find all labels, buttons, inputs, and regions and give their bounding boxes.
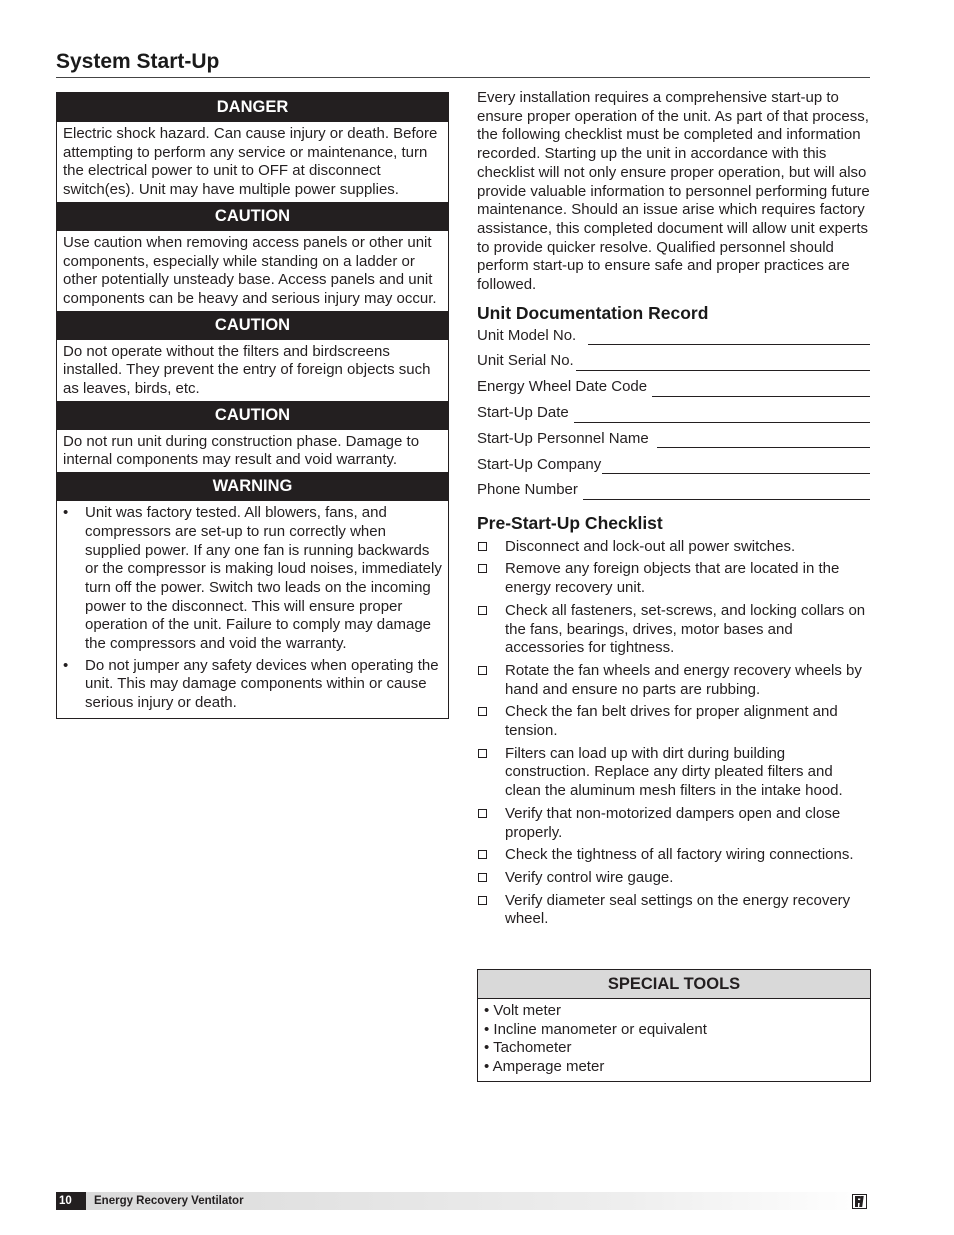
notice-body: Do not operate without the filters and birdscreens installed. They prevent the entry of foreign objects such as leaves, birds, etc. — [63, 342, 431, 398]
record-label: Start-Up Date — [477, 403, 569, 421]
checklist-item-text: Check the tightness of all factory wiring connections. — [505, 846, 854, 864]
record-field[interactable] — [477, 371, 870, 397]
record-label: Phone Number — [477, 481, 578, 499]
notice-body: Use caution when removing access panels or other unit components, especially while standing on a ladder or other potentially unsteady base. Access panels and unit components can be heavy and serious injury may occur. — [63, 233, 437, 307]
record-field[interactable] — [477, 397, 870, 423]
list-item-text: Unit was factory tested. All blowers, fans, and compressors are set-up to run correctly when supplied power. If any one fan is running backwards or the compressor is making loud noises, immediately turn off the power. Switch two leads on the incoming power to the disconnect. This will ensure proper operation of the unit. Failure to comply may damage the compressors and void the warranty. — [85, 504, 442, 653]
notice-body: Electric shock hazard. Can cause injury or death. Before attempting to perform any service or maintenance, turn the electrical power to unit to OFF at disconnect switch(es). Unit may have multiple power supplies. — [63, 125, 438, 199]
checklist-item-text: Check the fan belt drives for proper alignment and tension. — [505, 703, 838, 740]
record-input-line[interactable] — [657, 433, 870, 448]
checklist-item — [477, 560, 870, 597]
checklist-item — [477, 745, 870, 801]
list-item: • Volt meter — [484, 1002, 561, 1019]
checkbox[interactable] — [478, 873, 487, 882]
checklist-item — [477, 892, 870, 929]
checkbox[interactable] — [478, 707, 487, 716]
checklist-item-text: Rotate the fan wheels and energy recovery wheels by hand and ensure no parts are rubbing. — [505, 661, 862, 698]
record-field[interactable] — [477, 423, 870, 449]
list-item: • Incline manometer or equivalent — [484, 1020, 707, 1038]
safety-notices — [56, 92, 449, 719]
checkbox[interactable] — [478, 896, 487, 905]
checklist-item-text: Verify diameter seal settings on the energy recovery wheel. — [505, 891, 851, 928]
checklist-item-text: Remove any foreign objects that are located in the energy recovery unit. — [505, 560, 840, 597]
checklist-item-text: Verify control wire gauge. — [505, 868, 674, 886]
footer-title: Energy Recovery Ventilator — [94, 1195, 244, 1207]
checklist-item-text: Disconnect and lock-out all power switches. — [505, 537, 796, 555]
checkbox[interactable] — [478, 606, 487, 615]
checklist-item — [477, 805, 870, 842]
page-number: 10 — [56, 1192, 86, 1210]
record-input-line[interactable] — [574, 408, 870, 423]
special-tools-header: SPECIAL TOOLS — [478, 970, 870, 999]
record-label: Unit Model No. — [477, 326, 577, 344]
record-input-line[interactable] — [602, 459, 870, 474]
notice-body — [57, 501, 448, 718]
checklist-item — [477, 602, 870, 658]
record-input-line[interactable] — [588, 330, 870, 345]
checklist-item-text: Filters can load up with dirt during building construction. Replace any dirty pleated filters and clean the aluminum mesh filters in the intake hood. — [505, 744, 843, 800]
checklist-item — [477, 538, 870, 557]
record-input-line[interactable] — [576, 356, 870, 371]
record-label: Energy Wheel Date Code — [477, 378, 648, 396]
list-item: • Tachometer — [484, 1039, 572, 1057]
bullet: • — [63, 504, 69, 522]
checklist-item-text: Verify that non-motorized dampers open and close properly. — [505, 804, 841, 841]
list-item-text: Do not jumper any safety devices when operating the unit. This may damage components within or cause serious injury or death. — [85, 656, 439, 712]
checklist-item-text: Check all fasteners, set-screws, and locking collars on the fans, bearings, drives, motor bases and accessories for tightness. — [505, 601, 866, 657]
checkbox[interactable] — [478, 564, 487, 573]
notice-header: CAUTION — [57, 311, 448, 340]
record-label: Unit Serial No. — [477, 352, 574, 370]
notice-caution — [57, 311, 448, 401]
checklist-item — [477, 662, 870, 699]
list-item — [63, 657, 442, 713]
record-label: Start-Up Company — [477, 455, 602, 473]
notice-caution — [57, 202, 448, 311]
bullet: • — [63, 656, 69, 674]
notice-header: WARNING — [57, 472, 448, 501]
notice-header: DANGER — [57, 93, 448, 122]
special-tools-list — [478, 999, 870, 1081]
checklist-item — [477, 703, 870, 740]
record-field[interactable] — [477, 319, 870, 345]
checkbox[interactable] — [478, 666, 487, 675]
checklist-heading: Pre-Start-Up Checklist — [477, 513, 663, 534]
record-input-line[interactable] — [583, 485, 870, 500]
notice-warning — [57, 472, 448, 718]
checkbox[interactable] — [478, 749, 487, 758]
record-label: Start-Up Personnel Name — [477, 429, 649, 447]
list-item: • Amperage meter — [484, 1058, 605, 1076]
pre-start-up-checklist — [477, 538, 870, 929]
checkbox[interactable] — [478, 542, 487, 551]
warning-list — [63, 504, 442, 713]
record-input-line[interactable] — [652, 382, 870, 397]
page-title: System Start-Up — [56, 50, 220, 73]
special-tools-box — [477, 969, 871, 1082]
checklist-item — [477, 869, 870, 888]
notice-caution — [57, 401, 448, 472]
record-field[interactable] — [477, 345, 870, 371]
intro-paragraph: Every installation requires a comprehensive start-up to ensure proper operation of the unit. As part of that process, the following checklist must be completed and information recorded. Starting up the unit in accordance with this checklist will not only ensure proper operation, but will also provide valuable information to personnel performing future maintenance. Should an issue arise which requires factory assistance, this completed document will allow unit experts to provide quicker resolve. Qualified personnel should perform start-up to ensure safe and proper practices are followed. — [477, 89, 870, 294]
notice-body: Do not run unit during construction phase. Damage to internal components may result and void warranty. — [63, 432, 420, 469]
checklist-item — [477, 846, 870, 865]
documentation-heading: Unit Documentation Record — [477, 302, 709, 323]
title-divider — [56, 77, 870, 78]
list-item — [63, 504, 442, 654]
checkbox[interactable] — [478, 850, 487, 859]
notice-danger — [57, 93, 448, 202]
notice-header: CAUTION — [57, 401, 448, 430]
record-field[interactable] — [477, 474, 870, 500]
documentation-record — [477, 319, 870, 500]
brand-logo-icon — [852, 1194, 867, 1209]
notice-header: CAUTION — [57, 202, 448, 231]
record-field[interactable] — [477, 448, 870, 474]
checkbox[interactable] — [478, 809, 487, 818]
right-column — [477, 89, 870, 933]
